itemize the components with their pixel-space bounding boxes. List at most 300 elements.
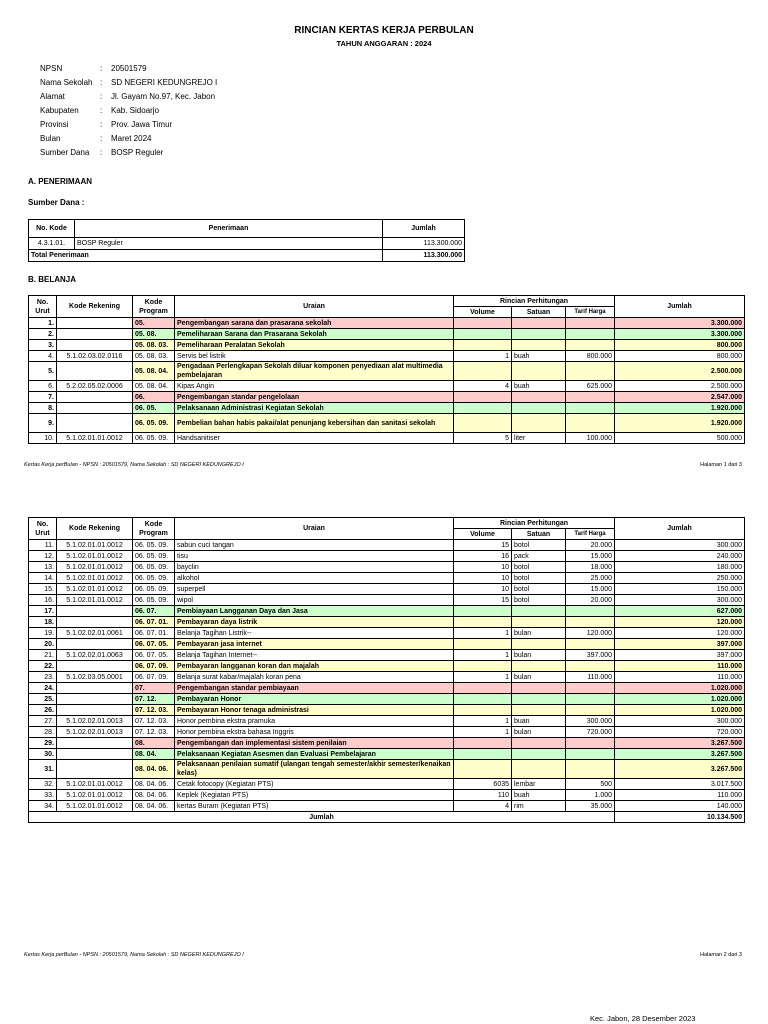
satuan-cell: botol <box>512 573 566 584</box>
satuan-cell: buah <box>512 381 566 392</box>
satuan-cell: buan <box>512 716 566 727</box>
section-belanja-title: B. BELANJA <box>28 275 77 284</box>
satuan-cell: botol <box>512 562 566 573</box>
uraian-cell: Pelaksanaan Kegiatan Asesmen dan Evaluasi Pembelajaran <box>175 749 454 760</box>
table-row <box>29 392 745 403</box>
uraian-cell: Belanja Tagihan Internet-- <box>175 650 454 661</box>
tarif-cell <box>566 617 615 628</box>
info-label: Provinsi <box>40 120 69 129</box>
kode-rekening-cell: 5.1.02.01.01.0012 <box>57 540 133 551</box>
kode-program-cell: 06. 07. 05. <box>133 639 175 650</box>
uraian-cell: kertas Buram (Kegiatan PTS) <box>175 801 454 812</box>
kode-cell: 4.3.1.01. <box>29 238 75 250</box>
jumlah-cell: 800.000 <box>615 340 745 351</box>
info-value: 20501579 <box>111 64 147 73</box>
satuan-cell: botol <box>512 595 566 606</box>
uraian-cell: Pembelian bahan habis pakai/alat penunjang kebersihan dan sanitasi sekolah <box>175 414 454 433</box>
row-no-cell: 1. <box>29 318 57 329</box>
table-row <box>29 672 745 683</box>
volume-cell: 4 <box>454 381 512 392</box>
tarif-cell <box>566 318 615 329</box>
tarif-cell <box>566 683 615 694</box>
satuan-cell: buah <box>512 351 566 362</box>
col-header-no-urut-line2: Urut <box>35 307 50 315</box>
volume-cell <box>454 362 512 381</box>
tarif-cell: 25.000 <box>566 573 615 584</box>
jumlah-cell: 180.000 <box>615 562 745 573</box>
kode-program-cell: 06. 05. 09. <box>133 584 175 595</box>
satuan-cell <box>512 329 566 340</box>
tarif-cell: 300.000 <box>566 716 615 727</box>
table-row <box>29 340 745 351</box>
row-no-cell: 6. <box>29 381 57 392</box>
row-no-cell: 20. <box>29 639 57 650</box>
table-row <box>29 617 745 628</box>
col-header-tarif: Tarif Harga <box>566 529 615 540</box>
jumlah-cell: 150.000 <box>615 584 745 595</box>
info-row <box>40 132 217 146</box>
tarif-cell <box>566 639 615 650</box>
total-label: Jumlah <box>29 812 615 823</box>
col-header-kode-program <box>133 518 175 540</box>
volume-cell: 10 <box>454 584 512 595</box>
tarif-cell: 1.000 <box>566 790 615 801</box>
table-row <box>29 716 745 727</box>
info-label: Bulan <box>40 134 61 143</box>
info-label: Alamat <box>40 92 65 101</box>
volume-cell <box>454 694 512 705</box>
jumlah-cell: 240.000 <box>615 551 745 562</box>
info-label: Sumber Dana <box>40 148 90 157</box>
belanja-table-page2 <box>28 517 745 823</box>
row-no-cell: 15. <box>29 584 57 595</box>
row-no-cell: 7. <box>29 392 57 403</box>
volume-cell <box>454 749 512 760</box>
tarif-cell: 120.000 <box>566 628 615 639</box>
satuan-cell: pack <box>512 551 566 562</box>
info-value: SD NEGERI KEDUNGREJO I <box>111 78 218 87</box>
tarif-cell <box>566 362 615 381</box>
tarif-cell <box>566 738 615 749</box>
kode-rekening-cell: 5.1.02.03.05.0001 <box>57 672 133 683</box>
kode-program-cell: 05. <box>133 318 175 329</box>
volume-cell: 10 <box>454 562 512 573</box>
row-no-cell: 29. <box>29 738 57 749</box>
table-row <box>29 760 745 779</box>
belanja-table-page1 <box>28 295 745 444</box>
satuan-cell <box>512 392 566 403</box>
jumlah-cell: 3.300.000 <box>615 318 745 329</box>
kode-rekening-cell <box>57 749 133 760</box>
volume-cell: 1 <box>454 716 512 727</box>
satuan-cell: bulan <box>512 727 566 738</box>
kode-rekening-cell <box>57 392 133 403</box>
uraian-cell: tisu <box>175 551 454 562</box>
info-row <box>40 76 217 90</box>
total-row <box>29 812 745 823</box>
volume-cell: 110 <box>454 790 512 801</box>
tarif-cell <box>566 414 615 433</box>
kode-program-cell: 06. 07. 09. <box>133 672 175 683</box>
col-header-no-urut <box>29 518 57 540</box>
row-no-cell: 4. <box>29 351 57 362</box>
kode-rekening-cell: 5.1.02.01.01.0012 <box>57 595 133 606</box>
uraian-cell: Pembayaran langganan koran dan majalah <box>175 661 454 672</box>
kode-rekening-cell: 5.1.02.01.01.0012 <box>57 573 133 584</box>
uraian-cell: Keplek (Kegiatan PTS) <box>175 790 454 801</box>
info-row <box>40 104 217 118</box>
jumlah-cell: 627.000 <box>615 606 745 617</box>
row-no-cell: 22. <box>29 661 57 672</box>
col-header-kode: No. Kode <box>29 220 75 238</box>
page-number: Halaman 1 dari 3 <box>700 462 742 468</box>
row-no-cell: 16. <box>29 595 57 606</box>
kode-rekening-cell: 5.1.02.01.01.0012 <box>57 801 133 812</box>
row-no-cell: 17. <box>29 606 57 617</box>
uraian-cell: Pengembangan standar pembiayaan <box>175 683 454 694</box>
satuan-cell: bulan <box>512 672 566 683</box>
kode-rekening-cell <box>57 694 133 705</box>
uraian-cell: Pemeliharaan Peralatan Sekolah <box>175 340 454 351</box>
tarif-cell <box>566 694 615 705</box>
kode-program-cell: 06. 07. 01. <box>133 617 175 628</box>
row-no-cell: 12. <box>29 551 57 562</box>
volume-cell: 1 <box>454 351 512 362</box>
tarif-cell: 800.000 <box>566 351 615 362</box>
kode-rekening-cell: 5.1.02.02.01.0063 <box>57 650 133 661</box>
kode-program-cell: 06. 07. 09. <box>133 661 175 672</box>
uraian-cell: Pelaksanaan Administrasi Kegiatan Sekolah <box>175 403 454 414</box>
kode-program-cell: 06. 07. 05. <box>133 650 175 661</box>
volume-cell: 1 <box>454 672 512 683</box>
total-value: 113.300.000 <box>383 250 465 262</box>
tarif-cell <box>566 760 615 779</box>
col-header-tarif: Tarif Harga <box>566 307 615 318</box>
satuan-cell <box>512 340 566 351</box>
tarif-cell: 720.000 <box>566 727 615 738</box>
row-no-cell: 10. <box>29 433 57 444</box>
kode-program-cell: 06. 05. 09. <box>133 414 175 433</box>
uraian-cell: Honor pembina ekstra pramuka <box>175 716 454 727</box>
uraian-cell: Pemeliharaan Sarana dan Prasarana Sekolah <box>175 329 454 340</box>
row-no-cell: 28. <box>29 727 57 738</box>
info-value: Prov. Jawa Timur <box>111 120 173 129</box>
table-row <box>29 639 745 650</box>
uraian-cell: wipol <box>175 595 454 606</box>
kode-rekening-cell: 5.1.02.01.01.0012 <box>57 779 133 790</box>
satuan-cell <box>512 683 566 694</box>
satuan-cell <box>512 362 566 381</box>
uraian-cell: Honor pembina ekstra bahasa Inggris <box>175 727 454 738</box>
satuan-cell <box>512 639 566 650</box>
table-row <box>29 650 745 661</box>
info-separator: : <box>100 64 103 73</box>
table-row <box>29 749 745 760</box>
uraian-cell: Pembayaran daya listrik <box>175 617 454 628</box>
jumlah-cell: 140.000 <box>615 801 745 812</box>
table-row <box>29 318 745 329</box>
table-row <box>29 403 745 414</box>
jumlah-cell: 2.547.000 <box>615 392 745 403</box>
tarif-cell <box>566 403 615 414</box>
volume-cell: 1 <box>454 650 512 661</box>
kode-program-cell: 06. 05. 09. <box>133 540 175 551</box>
info-separator: : <box>100 120 103 129</box>
tarif-cell: 397.000 <box>566 650 615 661</box>
kode-program-cell: 06. 05. 09. <box>133 562 175 573</box>
tarif-cell: 110.000 <box>566 672 615 683</box>
kode-program-cell: 08. 04. 06. <box>133 790 175 801</box>
total-row <box>29 250 465 262</box>
row-no-cell: 21. <box>29 650 57 661</box>
volume-cell <box>454 414 512 433</box>
kode-program-cell: 06. 05. <box>133 403 175 414</box>
uraian-cell: Pembayaran Honor <box>175 694 454 705</box>
col-header-kode-rekening: Kode Rekening <box>57 296 133 318</box>
table-row <box>29 738 745 749</box>
col-header-volume: Volume <box>454 307 512 318</box>
kode-program-cell: 08. 04. 06. <box>133 760 175 779</box>
kode-program-cell: 08. 04. <box>133 749 175 760</box>
jumlah-cell: 3.267.500 <box>615 760 745 779</box>
uraian-cell: bayclin <box>175 562 454 573</box>
kode-program-cell: 06. 05. 09. <box>133 433 175 444</box>
tarif-cell: 500 <box>566 779 615 790</box>
kode-rekening-cell: 5.1.02.02.01.0013 <box>57 727 133 738</box>
col-header-penerimaan: Penerimaan <box>75 220 383 238</box>
volume-cell <box>454 639 512 650</box>
kode-rekening-cell <box>57 329 133 340</box>
jumlah-cell: 110.000 <box>615 790 745 801</box>
table-row <box>29 540 745 551</box>
satuan-cell: lembar <box>512 779 566 790</box>
jumlah-cell: 2.500.000 <box>615 362 745 381</box>
col-header-jumlah: Jumlah <box>615 518 745 540</box>
info-separator: : <box>100 78 103 87</box>
col-header-satuan: Satuan <box>512 529 566 540</box>
kode-program-cell: 05. 08. 04. <box>133 381 175 392</box>
row-no-cell: 9. <box>29 414 57 433</box>
row-no-cell: 18. <box>29 617 57 628</box>
row-no-cell: 5. <box>29 362 57 381</box>
jumlah-cell: 500.000 <box>615 433 745 444</box>
kode-rekening-cell <box>57 403 133 414</box>
table-row <box>29 628 745 639</box>
uraian-cell: Pengembangan standar pengelolaan <box>175 392 454 403</box>
kode-program-cell: 08. <box>133 738 175 749</box>
uraian-cell: Pembayaran jasa internet <box>175 639 454 650</box>
info-separator: : <box>100 134 103 143</box>
info-label: Kabupaten <box>40 106 79 115</box>
table-row <box>29 433 745 444</box>
volume-cell <box>454 392 512 403</box>
tarif-cell: 18.000 <box>566 562 615 573</box>
jumlah-cell: 120.000 <box>615 628 745 639</box>
kode-rekening-cell: 5.1.02.01.01.0012 <box>57 584 133 595</box>
table-row <box>29 414 745 433</box>
satuan-cell: bulan <box>512 650 566 661</box>
uraian-cell: Pengadaan Perlengkapan Sekolah diluar komponen penyediaan alat multimedia pembelajaran <box>175 362 454 381</box>
jumlah-cell: 120.000 <box>615 617 745 628</box>
uraian-cell: Kipas Angin <box>175 381 454 392</box>
col-header-kode-program <box>133 296 175 318</box>
kode-rekening-cell <box>57 414 133 433</box>
row-no-cell: 26. <box>29 705 57 716</box>
footer-note: Kertas Kerja perBulan - NPSN : 20501579, Nama Sekolah : SD NEGERI KEDUNGREJO I <box>24 952 244 958</box>
volume-cell: 6035 <box>454 779 512 790</box>
sumber-dana-label: Sumber Dana : <box>28 198 85 207</box>
total-label: Total Penerimaan <box>29 250 383 262</box>
volume-cell: 1 <box>454 727 512 738</box>
school-info <box>40 62 217 160</box>
row-no-cell: 14. <box>29 573 57 584</box>
jumlah-cell: 3.267.500 <box>615 738 745 749</box>
uraian-cell: Pembayaran Honor tenaga administrasi <box>175 705 454 716</box>
jumlah-cell: 113.300.000 <box>383 238 465 250</box>
volume-cell <box>454 318 512 329</box>
kode-rekening-cell <box>57 617 133 628</box>
jumlah-cell: 800.000 <box>615 351 745 362</box>
uraian-cell: Pengembangan sarana dan prasarana sekolah <box>175 318 454 329</box>
document-title: RINCIAN KERTAS KERJA PERBULAN <box>294 25 474 36</box>
satuan-cell <box>512 694 566 705</box>
uraian-cell: superpell <box>175 584 454 595</box>
col-header-kode-program-line1: Kode <box>144 520 163 528</box>
jumlah-cell: 1.920.000 <box>615 403 745 414</box>
tarif-cell: 35.000 <box>566 801 615 812</box>
table-row <box>29 351 745 362</box>
kode-rekening-cell: 5.1.02.02.01.0013 <box>57 716 133 727</box>
kode-program-cell: 08. 04. 06. <box>133 801 175 812</box>
satuan-cell <box>512 738 566 749</box>
tarif-cell: 100.000 <box>566 433 615 444</box>
row-no-cell: 3. <box>29 340 57 351</box>
jumlah-cell: 1.020.000 <box>615 694 745 705</box>
jumlah-cell: 3.267.500 <box>615 749 745 760</box>
table-row <box>29 381 745 392</box>
row-no-cell: 31. <box>29 760 57 779</box>
satuan-cell <box>512 661 566 672</box>
row-no-cell: 33. <box>29 790 57 801</box>
jumlah-cell: 300.000 <box>615 540 745 551</box>
kode-rekening-cell <box>57 760 133 779</box>
jumlah-cell: 397.000 <box>615 639 745 650</box>
kode-rekening-cell <box>57 639 133 650</box>
tarif-cell <box>566 340 615 351</box>
kode-rekening-cell <box>57 661 133 672</box>
volume-cell <box>454 738 512 749</box>
info-row <box>40 118 217 132</box>
uraian-cell: sabun cuci tangan <box>175 540 454 551</box>
table-row <box>29 329 745 340</box>
table-row <box>29 238 465 250</box>
row-no-cell: 30. <box>29 749 57 760</box>
jumlah-cell: 1.020.000 <box>615 683 745 694</box>
tarif-cell <box>566 329 615 340</box>
kode-program-cell: 06. <box>133 392 175 403</box>
col-header-jumlah: Jumlah <box>383 220 465 238</box>
satuan-cell: botol <box>512 540 566 551</box>
uraian-cell: Pengembangan dan implementasi sistem penilaian <box>175 738 454 749</box>
uraian-cell: Belanja surat kabar/majalah koran pena <box>175 672 454 683</box>
col-header-uraian: Uraian <box>175 296 454 318</box>
jumlah-cell: 110.000 <box>615 661 745 672</box>
kode-program-cell: 06. 05. 09. <box>133 551 175 562</box>
col-header-kode-program-line2: Program <box>139 529 168 537</box>
table-row <box>29 790 745 801</box>
table-row <box>29 779 745 790</box>
kode-rekening-cell: 5.2.02.05.02.0006 <box>57 381 133 392</box>
volume-cell: 1 <box>454 628 512 639</box>
row-no-cell: 2. <box>29 329 57 340</box>
row-no-cell: 11. <box>29 540 57 551</box>
volume-cell: 16 <box>454 551 512 562</box>
page-number: Halaman 2 dari 3 <box>700 952 742 958</box>
kode-rekening-cell <box>57 705 133 716</box>
kode-rekening-cell: 5.1.02.01.01.0012 <box>57 433 133 444</box>
info-row <box>40 90 217 104</box>
row-no-cell: 24. <box>29 683 57 694</box>
row-no-cell: 19. <box>29 628 57 639</box>
volume-cell: 4 <box>454 801 512 812</box>
col-header-satuan: Satuan <box>512 307 566 318</box>
info-value: Kab. Sidoarjo <box>111 106 160 115</box>
jumlah-cell: 1.020.000 <box>615 705 745 716</box>
row-no-cell: 34. <box>29 801 57 812</box>
col-header-no-urut-line1: No. <box>36 298 49 306</box>
tarif-cell: 15.000 <box>566 551 615 562</box>
kode-program-cell: 05. 08. <box>133 329 175 340</box>
kode-rekening-cell: 5.1.02.03.02.0116 <box>57 351 133 362</box>
satuan-cell <box>512 318 566 329</box>
satuan-cell <box>512 705 566 716</box>
kode-program-cell: 06. 05. 09. <box>133 573 175 584</box>
total-value: 10.134.500 <box>615 812 745 823</box>
volume-cell <box>454 705 512 716</box>
uraian-cell: Cetak fotocopy (Kegiatan PTS) <box>175 779 454 790</box>
row-no-cell: 23. <box>29 672 57 683</box>
col-header-rincian: Rincian Perhitungan <box>454 296 615 307</box>
info-label: NPSN <box>40 64 63 73</box>
volume-cell: 15 <box>454 540 512 551</box>
jumlah-cell: 720.000 <box>615 727 745 738</box>
kode-program-cell: 05. 08. 03. <box>133 351 175 362</box>
penerimaan-cell: BOSP Reguler <box>75 238 383 250</box>
volume-cell <box>454 683 512 694</box>
col-header-no-urut <box>29 296 57 318</box>
info-value: BOSP Reguler <box>111 148 164 157</box>
kode-program-cell: 07. 12. <box>133 694 175 705</box>
kode-rekening-cell <box>57 318 133 329</box>
col-header-no-urut-line2: Urut <box>35 529 50 537</box>
col-header-kode-program-line2: Program <box>139 307 168 315</box>
footer-note: Kertas Kerja perBulan - NPSN : 20501579, Nama Sekolah : SD NEGERI KEDUNGREJO I <box>24 462 244 468</box>
jumlah-cell: 3.300.000 <box>615 329 745 340</box>
tarif-cell <box>566 705 615 716</box>
kode-rekening-cell <box>57 738 133 749</box>
uraian-cell: Belanja Tagihan Listrik-- <box>175 628 454 639</box>
table-row <box>29 694 745 705</box>
tarif-cell: 20.000 <box>566 595 615 606</box>
table-row <box>29 727 745 738</box>
tarif-cell <box>566 749 615 760</box>
kode-rekening-cell <box>57 362 133 381</box>
volume-cell <box>454 606 512 617</box>
volume-cell <box>454 329 512 340</box>
info-value: Jl. Gayam No.97, Kec. Jabon <box>111 92 216 101</box>
satuan-cell: rim <box>512 801 566 812</box>
row-no-cell: 32. <box>29 779 57 790</box>
